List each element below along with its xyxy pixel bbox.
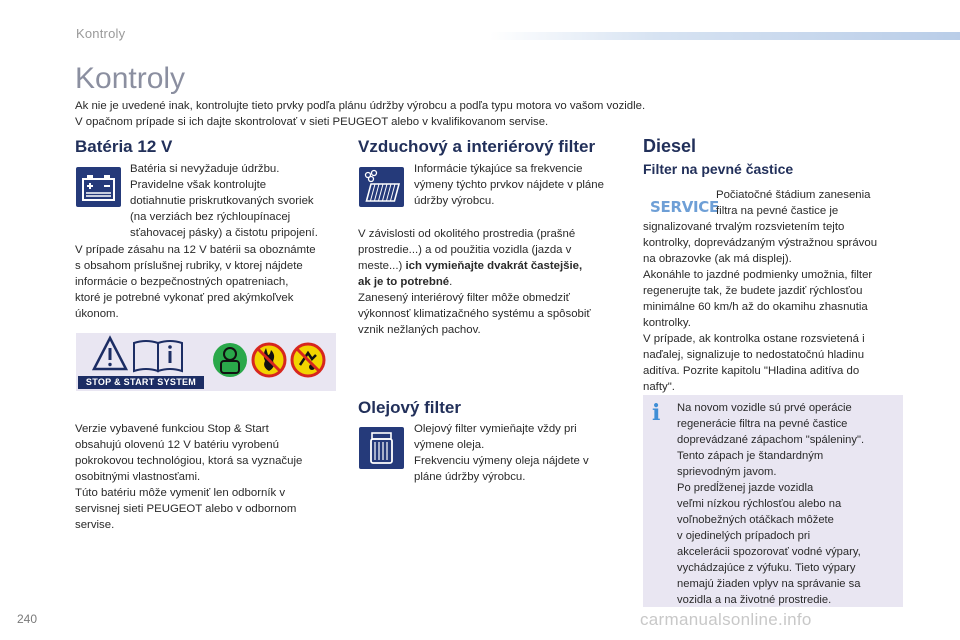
text-line: regenerácie filtra na pevné častice — [677, 418, 848, 430]
text-line: nemajú žiaden vplyv na správanie sa — [677, 578, 861, 590]
battery-icon-text — [130, 161, 340, 241]
text-line: Frekvenciu výmeny oleja nájdete v — [414, 455, 589, 467]
service-warning-icon: SERVICE — [650, 198, 719, 216]
text-line: prostredie...) a od použitia vozidla (jazda v — [358, 244, 572, 256]
air-filter-body-text — [358, 226, 628, 338]
text-span: . — [449, 276, 453, 288]
no-access-icon — [292, 344, 324, 376]
warning-triangle-icon — [94, 338, 126, 369]
text-line: Pravidelne však kontrolujte — [130, 179, 267, 191]
intro-line: V opačnom prípade si ich dajte skontrolovať v sieti PEUGEOT alebo v kvalifikovanom servise. — [75, 116, 549, 128]
oil-filter-text — [414, 421, 629, 485]
info-icon: i — [652, 400, 661, 426]
emphasis-text: ak je to potrebné — [358, 276, 450, 288]
text-line: pláne údržby výrobcu. — [414, 471, 526, 483]
particle-filter-subheading: Filter na pevné častice — [643, 161, 794, 177]
air-filter-icon-text — [414, 161, 629, 209]
stop-start-label: STOP & START SYSTEM — [78, 376, 204, 389]
text-span: meste...) — [358, 260, 406, 272]
battery-body-text — [75, 242, 345, 322]
oil-filter-heading: Olejový filter — [358, 398, 461, 417]
text-line: výmene oleja. — [414, 439, 485, 451]
battery-icon — [76, 167, 121, 207]
text-line: regenerujte tak, že budete jazdiť rýchlosťou — [643, 285, 863, 297]
text-line: údržby výrobcu. — [414, 195, 495, 207]
text-line: vychádzajúce z výfuku. Tieto výpary — [677, 562, 856, 574]
text-line: V prípade, ak kontrolka ostane rozsvietená i — [643, 333, 865, 345]
text-line: Na novom vozidle sú prvé operácie — [677, 402, 852, 414]
text-line: informácie o bezpečnostných opatreniach, — [75, 276, 289, 288]
text-line: akcelerácii spozorovať vodné výpary, — [677, 546, 861, 558]
text-line: Počiatočné štádium zanesenia — [716, 189, 871, 201]
text-line: servisnej sieti PEUGEOT alebo v odbornom — [75, 503, 297, 515]
text-line: kontrolky, doprevádzaným výstražnou správou — [643, 237, 878, 249]
intro-line: Ak nie je uvedené inak, kontrolujte tieto prvky podľa plánu údržby výrobcu a podľa typu motora vo vašom vozidle. — [75, 100, 646, 112]
text-line: signalizované trvalým rozsvietením tejto — [643, 221, 845, 233]
text-line: doprevádzané zápachom "spáleniny". — [677, 434, 865, 446]
text-line: Tento zápach je štandardným — [677, 450, 824, 462]
battery-heading: Batéria 12 V — [75, 137, 173, 156]
stop-start-text — [75, 421, 345, 533]
text-line: sprievodným javom. — [677, 466, 777, 478]
no-flame-icon — [253, 344, 285, 376]
text-line: dotiahnutie priskrutkovaných svoriek — [130, 195, 314, 207]
text-line: osobitnými vlastnosťami. — [75, 471, 201, 483]
text-line: voľnobežných otáčkach môžete — [677, 514, 834, 526]
text-line — [358, 274, 628, 290]
text-line: aditíva. Pozrite kapitolu "Hladina aditíva do — [643, 365, 860, 377]
intro-text — [75, 98, 755, 130]
text-line: Olejový filter vymieňajte vždy pri — [414, 423, 577, 435]
header-decor-bar — [490, 32, 960, 40]
text-line: Verzie vybavené funkciou Stop & Start — [75, 423, 269, 435]
text-line: výmeny týchto prvkov nájdete v pláne — [414, 179, 604, 191]
text-line: obsahujú olovenú 12 V batériu vyrobenú — [75, 439, 279, 451]
text-line: veľmi nízkou rýchlosťou alebo na — [677, 498, 842, 510]
manual-book-icon — [134, 341, 182, 371]
watermark: carmanualsonline.info — [640, 610, 812, 629]
running-header: Kontroly — [76, 26, 126, 41]
text-line: kontrolky. — [643, 317, 691, 329]
emphasis-text: ich vymieňajte dvakrát častejšie, — [405, 260, 583, 272]
text-line: filtra na pevné častice je — [716, 205, 839, 217]
text-line: minimálne 60 km/h až do okamihu zhasnutia — [643, 301, 868, 313]
particle-filter-text — [643, 187, 913, 395]
text-line: Informácie týkajúce sa frekvencie — [414, 163, 583, 175]
text-line: úkonom. — [75, 308, 119, 320]
diesel-heading: Diesel — [643, 136, 697, 156]
text-line: Batéria si nevyžaduje údržbu. — [130, 163, 280, 175]
text-line: na obrazovke (ak má displej). — [643, 253, 792, 265]
text-line: s obsahom príslušnej rubriky, v ktorej nájdete — [75, 260, 303, 272]
text-line: naďalej, signalizuje to nedostatočnú hladinu — [643, 349, 865, 361]
text-line — [358, 258, 628, 274]
text-line: V závislosti od okolitého prostredia (prašné — [358, 228, 576, 240]
text-line: Zanesený interiérový filter môže obmedziť — [358, 292, 570, 304]
text-line: ktoré je potrebné vykonať pred akýmkoľvek — [75, 292, 294, 304]
info-box-text — [677, 400, 899, 608]
text-line: pokrokovou technológiou, ktorá sa vyznačuje — [75, 455, 303, 467]
text-line: V prípade zásahu na 12 V batérii sa oboznámte — [75, 244, 316, 256]
page-number: 240 — [17, 612, 38, 626]
text-line: výkonnosť klimatizačného systému a spôsobiť — [358, 308, 591, 320]
page-title: Kontroly — [75, 62, 186, 95]
text-line: sťahovacej pásky) a čistotu pripojení. — [130, 227, 318, 239]
text-line: nafty". — [643, 381, 675, 393]
text-line: (na verziách bez rýchloupínacej — [130, 211, 291, 223]
text-line: v ojedinelých prípadoch pri — [677, 530, 811, 542]
text-line: Po predĺženej jazde vozidla — [677, 482, 814, 494]
air-filter-heading: Vzduchový a interiérový filter — [358, 137, 596, 156]
text-line: servise. — [75, 519, 115, 531]
air-filter-icon — [359, 167, 404, 207]
eye-protection-icon — [213, 343, 247, 377]
text-line: vozidla a na životné prostredie. — [677, 594, 832, 606]
oil-filter-icon — [359, 427, 404, 469]
text-line: Akonáhle to jazdné podmienky umožnia, filter — [643, 269, 873, 281]
text-line: vznik nežlaných pachov. — [358, 324, 481, 336]
text-line: Túto batériu môže vymeniť len odborník v — [75, 487, 286, 499]
